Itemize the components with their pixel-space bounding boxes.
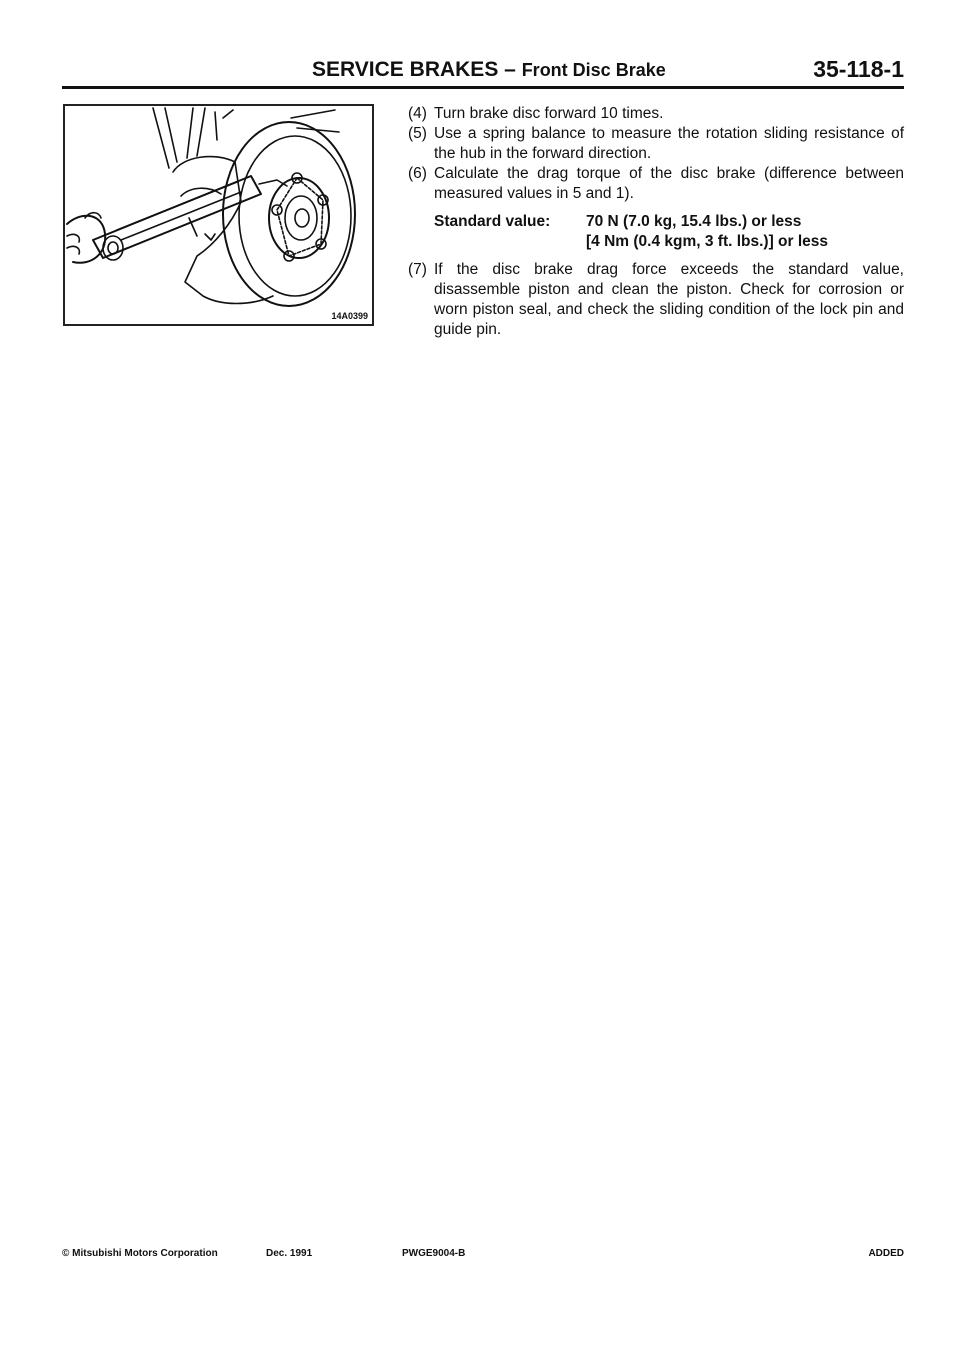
page-footer [62, 1248, 904, 1262]
step-number: (4) [408, 105, 427, 122]
step-text: Calculate the drag torque of the disc brake (difference between measured values in 5 and 1). [434, 165, 904, 202]
step-4 [408, 104, 904, 124]
standard-value-label: Standard value: [434, 213, 551, 230]
standard-value [408, 212, 904, 252]
step-7 [408, 260, 904, 340]
figure-code: 14A0399 [331, 311, 368, 321]
section-title [312, 58, 666, 82]
step-5 [408, 124, 904, 164]
step-text: Use a spring balance to measure the rotation sliding resistance of the hub in the forward direction. [434, 125, 904, 162]
header-rule [62, 86, 904, 89]
step-number: (6) [408, 165, 427, 182]
step-text: Turn brake disc forward 10 times. [434, 105, 664, 122]
page-number: 35-118-1 [813, 56, 904, 82]
standard-value-line2: [4 Nm (0.4 kgm, 3 ft. lbs.)] or less [586, 233, 829, 250]
footer-copyright: © Mitsubishi Motors Corporation [62, 1248, 218, 1259]
footer-doc-code: PWGE9004-B [402, 1248, 466, 1259]
step-number: (5) [408, 125, 427, 142]
page-header [62, 58, 904, 86]
step-6 [408, 164, 904, 204]
section-subtitle: Front Disc Brake [521, 60, 666, 80]
section-title-main: SERVICE BRAKES – [312, 58, 516, 81]
step-text: If the disc brake drag force exceeds the standard value, disassemble piston and clean the piston. Check for corrosion or worn piston seal, and check the sliding condition of the lock pin and guide pin. [434, 261, 904, 338]
procedure-text [408, 104, 904, 340]
spring-balance-on-brake-disc-illustration [65, 106, 372, 324]
brake-figure [63, 104, 374, 326]
step-number: (7) [408, 261, 427, 278]
footer-date: Dec. 1991 [266, 1248, 313, 1259]
standard-value-line1: 70 N (7.0 kg, 15.4 lbs.) or less [586, 213, 802, 230]
footer-status: ADDED [868, 1248, 904, 1259]
